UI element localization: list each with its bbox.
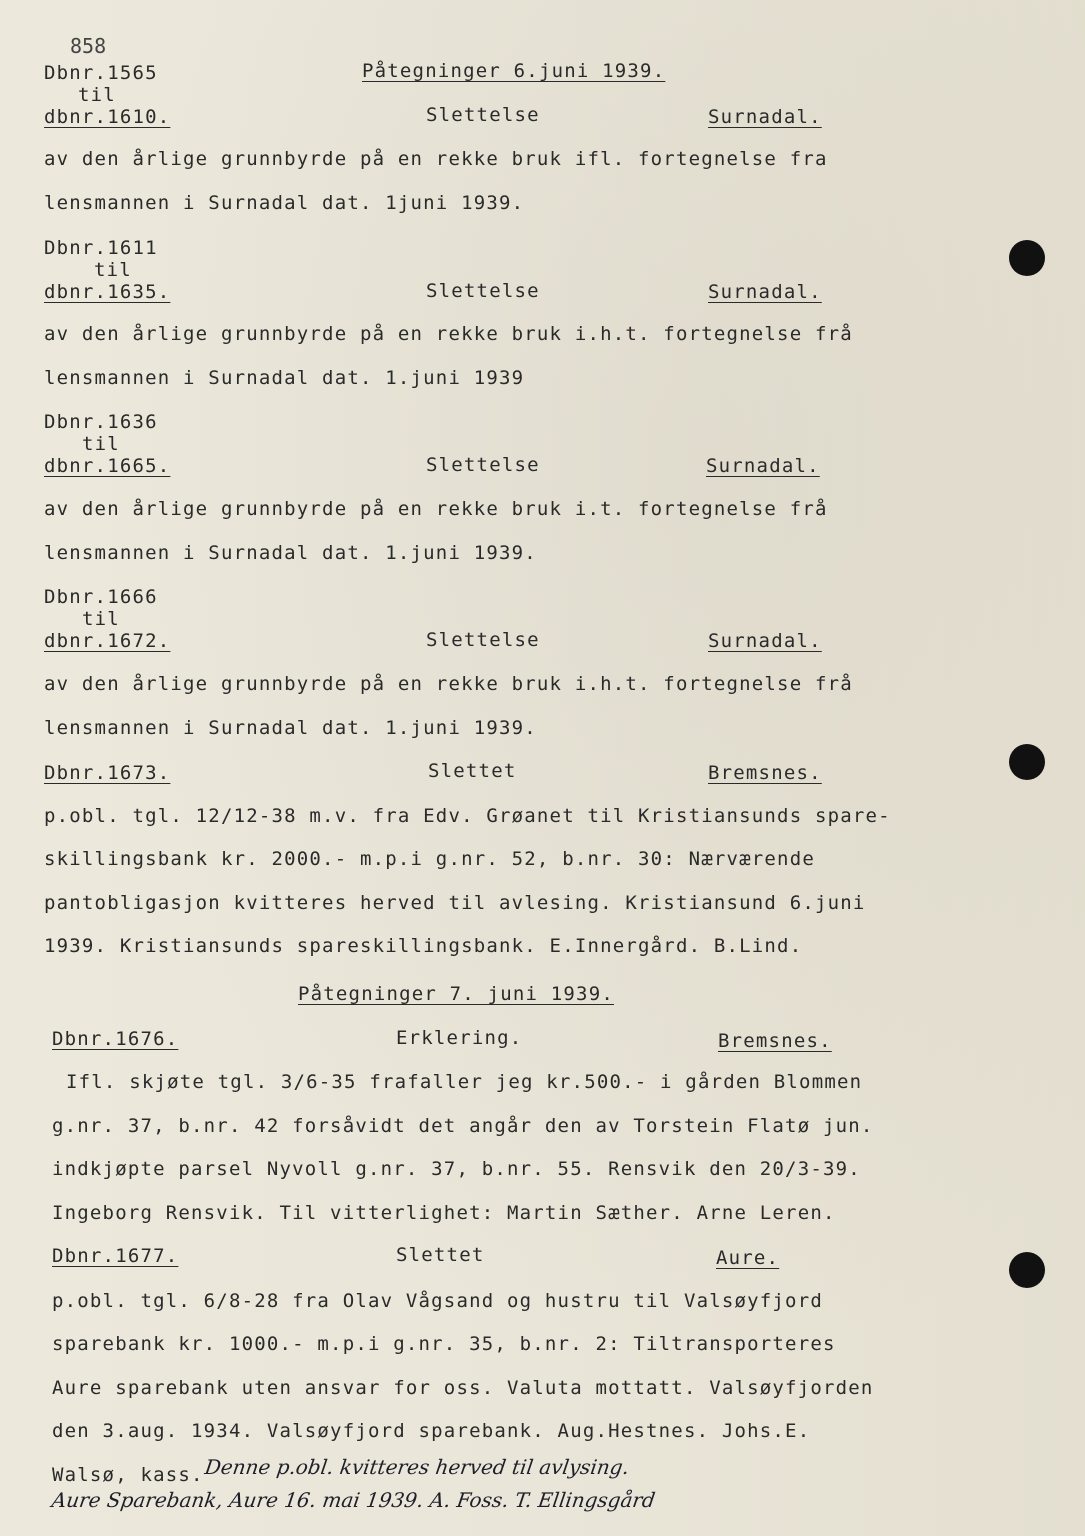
page-number: 858 [70, 34, 107, 58]
heading-date: Påtegninger 6.juni 1939. [362, 60, 666, 82]
entry-text-line: p.obl. tgl. 6/8-28 fra Olav Vågsand og hustru til Valsøyfjord [52, 1290, 823, 1312]
binder-hole [1009, 1252, 1045, 1288]
entry-dbnr-to: dbnr.1672. [44, 630, 171, 652]
entry-text-line: 1939. Kristiansunds spareskillingsbank. E.Innergård. B.Lind. [44, 935, 803, 957]
entry-til: til [94, 259, 132, 281]
entry-text-line: lensmannen i Surnadal dat. 1juni 1939. [44, 192, 525, 214]
entry-text-line: av den årlige grunnbyrde på en rekke bruk i.h.t. fortegnelse frå [44, 323, 853, 345]
entry-type: Slettelse [426, 454, 540, 476]
entry-text-line: indkjøpte parsel Nyvoll g.nr. 37, b.nr. 55. Rensvik den 20/3-39. [52, 1158, 861, 1180]
entry-text-line: lensmannen i Surnadal dat. 1.juni 1939 [44, 367, 525, 389]
entry-text-line: Walsø, kass. [52, 1464, 204, 1486]
entry-text-line: lensmannen i Surnadal dat. 1.juni 1939. [44, 542, 537, 564]
entry-text-line: av den årlige grunnbyrde på en rekke bruk ifl. fortegnelse fra [44, 148, 828, 170]
entry-type: Slettet [428, 760, 517, 782]
entry-text-line: p.obl. tgl. 12/12-38 m.v. fra Edv. Grøanet til Kristiansunds spare- [44, 805, 891, 827]
entry-text-line: Aure sparebank uten ansvar for oss. Valuta mottatt. Valsøyfjorden [52, 1377, 874, 1399]
entry-type: Slettelse [426, 629, 540, 651]
entry-til: til [82, 433, 120, 455]
entry-text-line: av den årlige grunnbyrde på en rekke bruk i.t. fortegnelse frå [44, 498, 828, 520]
entry-type: Slettelse [426, 104, 540, 126]
entry-place: Surnadal. [706, 455, 820, 477]
entry-place: Bremsnes. [718, 1030, 832, 1052]
entry-text-line: Ifl. skjøte tgl. 3/6-35 frafaller jeg kr.500.- i gården Blommen [66, 1071, 863, 1093]
entry-dbnr: Dbnr.1673. [44, 762, 171, 784]
entry-dbnr-from: Dbnr.1565 [44, 62, 158, 84]
entry-type: Slettelse [426, 280, 540, 302]
entry-text-line: pantobligasjon kvitteres herved til avlesing. Kristiansund 6.juni [44, 892, 866, 914]
entry-place: Surnadal. [708, 281, 822, 303]
entry-til: til [82, 608, 120, 630]
entry-place: Surnadal. [708, 106, 822, 128]
entry-place: Bremsnes. [708, 762, 822, 784]
entry-text-line: den 3.aug. 1934. Valsøyfjord sparebank. Aug.Hestnes. Johs.E. [52, 1420, 811, 1442]
binder-hole [1009, 240, 1045, 276]
handwritten-note-line1: Denne p.obl. kvitteres herved til avlysing. [203, 1455, 631, 1479]
entry-til: til [78, 84, 116, 106]
entry-dbnr: Dbnr.1677. [52, 1245, 179, 1267]
entry-type: Erklering. [396, 1027, 523, 1049]
entry-text-line: Ingeborg Rensvik. Til vitterlighet: Martin Sæther. Arne Leren. [52, 1202, 836, 1224]
entry-text-line: g.nr. 37, b.nr. 42 forsåvidt det angår den av Torstein Flatø jun. [52, 1115, 874, 1137]
handwritten-note-line2: Aure Sparebank, Aure 16. mai 1939. A. Foss. T. Ellingsgård [50, 1488, 657, 1512]
entry-dbnr-from: Dbnr.1636 [44, 411, 158, 433]
heading-date: Påtegninger 7. juni 1939. [298, 983, 614, 1005]
entry-dbnr-to: dbnr.1635. [44, 281, 171, 303]
entry-text-line: av den årlige grunnbyrde på en rekke bruk i.h.t. fortegnelse frå [44, 673, 853, 695]
entry-text-line: lensmannen i Surnadal dat. 1.juni 1939. [44, 717, 537, 739]
entry-place: Surnadal. [708, 630, 822, 652]
entry-dbnr: Dbnr.1676. [52, 1028, 179, 1050]
entry-text-line: sparebank kr. 1000.- m.p.i g.nr. 35, b.nr. 2: Tiltransporteres [52, 1333, 836, 1355]
entry-dbnr-from: Dbnr.1611 [44, 237, 158, 259]
entry-place: Aure. [716, 1247, 780, 1269]
entry-text-line: skillingsbank kr. 2000.- m.p.i g.nr. 52, b.nr. 30: Nærværende [44, 848, 815, 870]
entry-dbnr-to: dbnr.1665. [44, 455, 171, 477]
binder-hole [1009, 744, 1045, 780]
entry-dbnr-from: Dbnr.1666 [44, 586, 158, 608]
entry-type: Slettet [396, 1244, 485, 1266]
entry-dbnr-to: dbnr.1610. [44, 106, 171, 128]
